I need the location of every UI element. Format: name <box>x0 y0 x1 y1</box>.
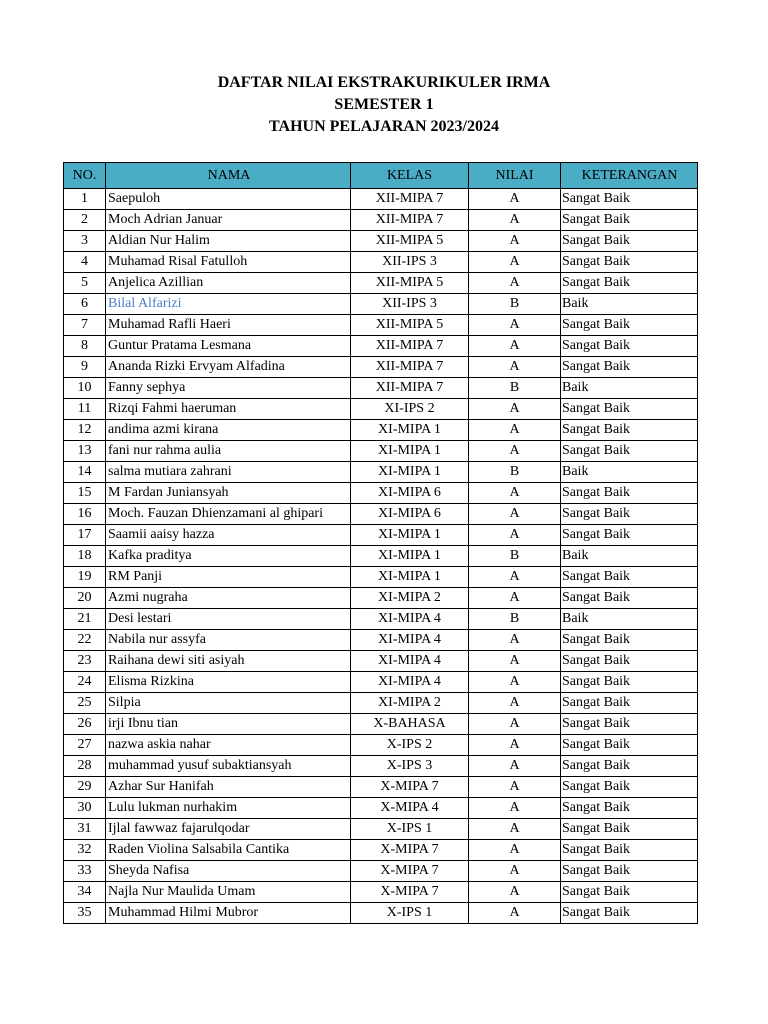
cell-no: 14 <box>64 462 106 483</box>
cell-no: 29 <box>64 777 106 798</box>
cell-grade: A <box>469 693 561 714</box>
table-row <box>64 861 698 882</box>
cell-no: 10 <box>64 378 106 399</box>
table-row <box>64 336 698 357</box>
cell-no: 18 <box>64 546 106 567</box>
cell-no: 24 <box>64 672 106 693</box>
cell-class: XI-MIPA 1 <box>351 546 469 567</box>
cell-name: Kafka praditya <box>106 546 351 567</box>
cell-note: Sangat Baik <box>561 882 698 903</box>
cell-note: Sangat Baik <box>561 714 698 735</box>
table-row <box>64 273 698 294</box>
cell-note: Sangat Baik <box>561 399 698 420</box>
cell-no: 32 <box>64 840 106 861</box>
cell-grade: A <box>469 861 561 882</box>
cell-no: 23 <box>64 651 106 672</box>
cell-note: Sangat Baik <box>561 693 698 714</box>
cell-class: X-MIPA 7 <box>351 861 469 882</box>
cell-name: Ijlal fawwaz fajarulqodar <box>106 819 351 840</box>
cell-grade: A <box>469 819 561 840</box>
cell-name: Lulu lukman nurhakim <box>106 798 351 819</box>
cell-note: Sangat Baik <box>561 840 698 861</box>
cell-name: RM Panji <box>106 567 351 588</box>
cell-note: Sangat Baik <box>561 336 698 357</box>
table-row <box>64 525 698 546</box>
table-row <box>64 546 698 567</box>
cell-name: andima azmi kirana <box>106 420 351 441</box>
cell-name: Desi lestari <box>106 609 351 630</box>
cell-name: Muhamad Risal Fatulloh <box>106 252 351 273</box>
cell-grade: A <box>469 357 561 378</box>
cell-class: XII-MIPA 5 <box>351 231 469 252</box>
cell-note: Sangat Baik <box>561 798 698 819</box>
table-header-row <box>64 163 698 189</box>
cell-name: Rizqi Fahmi haeruman <box>106 399 351 420</box>
table-row <box>64 609 698 630</box>
cell-grade: B <box>469 609 561 630</box>
cell-name: Raihana dewi siti asiyah <box>106 651 351 672</box>
cell-grade: A <box>469 756 561 777</box>
cell-name: salma mutiara zahrani <box>106 462 351 483</box>
cell-note: Sangat Baik <box>561 861 698 882</box>
cell-grade: A <box>469 189 561 210</box>
cell-no: 28 <box>64 756 106 777</box>
cell-no: 19 <box>64 567 106 588</box>
cell-class: XI-MIPA 4 <box>351 630 469 651</box>
cell-name: Saamii aaisy hazza <box>106 525 351 546</box>
cell-class: XI-MIPA 1 <box>351 567 469 588</box>
cell-grade: B <box>469 462 561 483</box>
cell-note: Sangat Baik <box>561 189 698 210</box>
table-row <box>64 441 698 462</box>
cell-class: X-IPS 3 <box>351 756 469 777</box>
cell-no: 1 <box>64 189 106 210</box>
cell-no: 27 <box>64 735 106 756</box>
cell-grade: A <box>469 441 561 462</box>
cell-note: Baik <box>561 462 698 483</box>
cell-name: nazwa askia nahar <box>106 735 351 756</box>
cell-note: Sangat Baik <box>561 504 698 525</box>
cell-name: Azmi nugraha <box>106 588 351 609</box>
cell-class: XI-IPS 2 <box>351 399 469 420</box>
table-body <box>64 189 698 924</box>
document-title-block <box>0 72 768 138</box>
cell-grade: A <box>469 630 561 651</box>
cell-name: M Fardan Juniansyah <box>106 483 351 504</box>
cell-grade: A <box>469 903 561 924</box>
cell-name: Silpia <box>106 693 351 714</box>
cell-note: Sangat Baik <box>561 651 698 672</box>
cell-name: Muhamad Rafli Haeri <box>106 315 351 336</box>
cell-note: Sangat Baik <box>561 672 698 693</box>
table-row <box>64 903 698 924</box>
cell-note: Sangat Baik <box>561 231 698 252</box>
cell-name: Saepuloh <box>106 189 351 210</box>
table-row <box>64 819 698 840</box>
cell-grade: A <box>469 882 561 903</box>
cell-name: Guntur Pratama Lesmana <box>106 336 351 357</box>
cell-no: 9 <box>64 357 106 378</box>
cell-class: XI-MIPA 1 <box>351 462 469 483</box>
cell-no: 12 <box>64 420 106 441</box>
cell-no: 11 <box>64 399 106 420</box>
cell-no: 21 <box>64 609 106 630</box>
cell-grade: B <box>469 378 561 399</box>
cell-grade: A <box>469 588 561 609</box>
cell-no: 20 <box>64 588 106 609</box>
cell-grade: A <box>469 231 561 252</box>
cell-name: muhammad yusuf subaktiansyah <box>106 756 351 777</box>
column-header-class: KELAS <box>351 163 469 189</box>
cell-note: Sangat Baik <box>561 273 698 294</box>
table-row <box>64 294 698 315</box>
cell-class: XII-IPS 3 <box>351 294 469 315</box>
table-row <box>64 462 698 483</box>
cell-no: 13 <box>64 441 106 462</box>
cell-class: X-BAHASA <box>351 714 469 735</box>
cell-class: XII-MIPA 7 <box>351 336 469 357</box>
cell-grade: A <box>469 210 561 231</box>
cell-no: 16 <box>64 504 106 525</box>
cell-class: X-IPS 2 <box>351 735 469 756</box>
cell-name: Fanny sephya <box>106 378 351 399</box>
cell-class: X-IPS 1 <box>351 819 469 840</box>
cell-class: X-MIPA 7 <box>351 777 469 798</box>
cell-note: Sangat Baik <box>561 735 698 756</box>
cell-no: 8 <box>64 336 106 357</box>
column-header-no: NO. <box>64 163 106 189</box>
cell-name: Raden Violina Salsabila Cantika <box>106 840 351 861</box>
cell-name: Elisma Rizkina <box>106 672 351 693</box>
cell-class: XI-MIPA 1 <box>351 525 469 546</box>
cell-class: XI-MIPA 1 <box>351 420 469 441</box>
cell-grade: A <box>469 525 561 546</box>
academic-year: TAHUN PELAJARAN 2023/2024 <box>269 118 499 135</box>
cell-grade: A <box>469 798 561 819</box>
cell-no: 31 <box>64 819 106 840</box>
cell-name: Ananda Rizki Ervyam Alfadina <box>106 357 351 378</box>
cell-note: Sangat Baik <box>561 567 698 588</box>
cell-class: XI-MIPA 4 <box>351 651 469 672</box>
cell-note: Sangat Baik <box>561 756 698 777</box>
cell-note: Sangat Baik <box>561 252 698 273</box>
cell-note: Sangat Baik <box>561 903 698 924</box>
cell-name[interactable]: Bilal Alfarizi <box>106 294 351 315</box>
cell-note: Sangat Baik <box>561 630 698 651</box>
cell-name: Anjelica Azillian <box>106 273 351 294</box>
cell-name: Aldian Nur Halim <box>106 231 351 252</box>
table-row <box>64 714 698 735</box>
cell-class: X-IPS 1 <box>351 903 469 924</box>
cell-no: 3 <box>64 231 106 252</box>
cell-note: Sangat Baik <box>561 525 698 546</box>
column-header-grade: NILAI <box>469 163 561 189</box>
cell-note: Sangat Baik <box>561 420 698 441</box>
table-row <box>64 483 698 504</box>
cell-class: XI-MIPA 6 <box>351 483 469 504</box>
cell-grade: A <box>469 504 561 525</box>
table-row <box>64 231 698 252</box>
table-row <box>64 588 698 609</box>
cell-grade: A <box>469 273 561 294</box>
cell-grade: B <box>469 294 561 315</box>
document-title: DAFTAR NILAI EKSTRAKURIKULER IRMA <box>217 74 551 91</box>
cell-note: Sangat Baik <box>561 210 698 231</box>
table-row <box>64 420 698 441</box>
cell-grade: A <box>469 714 561 735</box>
cell-grade: A <box>469 336 561 357</box>
cell-grade: A <box>469 420 561 441</box>
table-row <box>64 399 698 420</box>
cell-note: Sangat Baik <box>561 315 698 336</box>
table-row <box>64 630 698 651</box>
cell-grade: A <box>469 399 561 420</box>
cell-no: 35 <box>64 903 106 924</box>
table-row <box>64 840 698 861</box>
cell-name: Azhar Sur Hanifah <box>106 777 351 798</box>
cell-grade: A <box>469 252 561 273</box>
cell-class: XI-MIPA 4 <box>351 609 469 630</box>
column-header-name: NAMA <box>106 163 351 189</box>
cell-grade: A <box>469 777 561 798</box>
cell-class: XI-MIPA 2 <box>351 588 469 609</box>
cell-no: 2 <box>64 210 106 231</box>
cell-no: 22 <box>64 630 106 651</box>
cell-grade: A <box>469 840 561 861</box>
cell-note: Baik <box>561 546 698 567</box>
table-row <box>64 693 698 714</box>
cell-note: Baik <box>561 609 698 630</box>
cell-grade: A <box>469 651 561 672</box>
cell-no: 17 <box>64 525 106 546</box>
cell-note: Sangat Baik <box>561 588 698 609</box>
column-header-note: KETERANGAN <box>561 163 698 189</box>
cell-class: XI-MIPA 2 <box>351 693 469 714</box>
cell-note: Baik <box>561 294 698 315</box>
cell-class: X-MIPA 7 <box>351 882 469 903</box>
cell-name: irji Ibnu tian <box>106 714 351 735</box>
table-row <box>64 798 698 819</box>
table-row <box>64 252 698 273</box>
cell-name: Najla Nur Maulida Umam <box>106 882 351 903</box>
cell-name: Moch. Fauzan Dhienzamani al ghipari <box>106 504 351 525</box>
cell-note: Sangat Baik <box>561 819 698 840</box>
grade-table <box>63 162 698 924</box>
table-row <box>64 882 698 903</box>
cell-name: Moch Adrian Januar <box>106 210 351 231</box>
cell-no: 7 <box>64 315 106 336</box>
table-row <box>64 210 698 231</box>
table-row <box>64 504 698 525</box>
cell-name: Nabila nur assyfa <box>106 630 351 651</box>
table-row <box>64 357 698 378</box>
table-row <box>64 651 698 672</box>
cell-note: Baik <box>561 378 698 399</box>
cell-class: XI-MIPA 4 <box>351 672 469 693</box>
cell-grade: A <box>469 672 561 693</box>
cell-grade: A <box>469 567 561 588</box>
cell-class: X-MIPA 7 <box>351 840 469 861</box>
cell-class: XI-MIPA 6 <box>351 504 469 525</box>
cell-name: Muhammad Hilmi Mubror <box>106 903 351 924</box>
cell-no: 6 <box>64 294 106 315</box>
cell-name: Sheyda Nafisa <box>106 861 351 882</box>
cell-note: Sangat Baik <box>561 357 698 378</box>
cell-grade: B <box>469 546 561 567</box>
cell-class: XII-MIPA 5 <box>351 273 469 294</box>
cell-no: 26 <box>64 714 106 735</box>
cell-grade: A <box>469 315 561 336</box>
cell-grade: A <box>469 735 561 756</box>
semester-label: SEMESTER 1 <box>334 96 434 113</box>
cell-name: fani nur rahma aulia <box>106 441 351 462</box>
table-row <box>64 567 698 588</box>
cell-no: 5 <box>64 273 106 294</box>
cell-class: XII-MIPA 7 <box>351 210 469 231</box>
cell-class: XII-MIPA 5 <box>351 315 469 336</box>
cell-no: 30 <box>64 798 106 819</box>
table-row <box>64 672 698 693</box>
cell-no: 33 <box>64 861 106 882</box>
cell-note: Sangat Baik <box>561 441 698 462</box>
cell-grade: A <box>469 483 561 504</box>
cell-class: XII-MIPA 7 <box>351 378 469 399</box>
table-row <box>64 756 698 777</box>
cell-class: XII-MIPA 7 <box>351 357 469 378</box>
table-row <box>64 315 698 336</box>
cell-class: XII-MIPA 7 <box>351 189 469 210</box>
cell-class: X-MIPA 4 <box>351 798 469 819</box>
cell-note: Sangat Baik <box>561 777 698 798</box>
cell-note: Sangat Baik <box>561 483 698 504</box>
cell-class: XII-IPS 3 <box>351 252 469 273</box>
cell-no: 25 <box>64 693 106 714</box>
table-row <box>64 777 698 798</box>
cell-no: 34 <box>64 882 106 903</box>
table-row <box>64 735 698 756</box>
table-row <box>64 378 698 399</box>
cell-class: XI-MIPA 1 <box>351 441 469 462</box>
table-row <box>64 189 698 210</box>
cell-no: 4 <box>64 252 106 273</box>
cell-no: 15 <box>64 483 106 504</box>
